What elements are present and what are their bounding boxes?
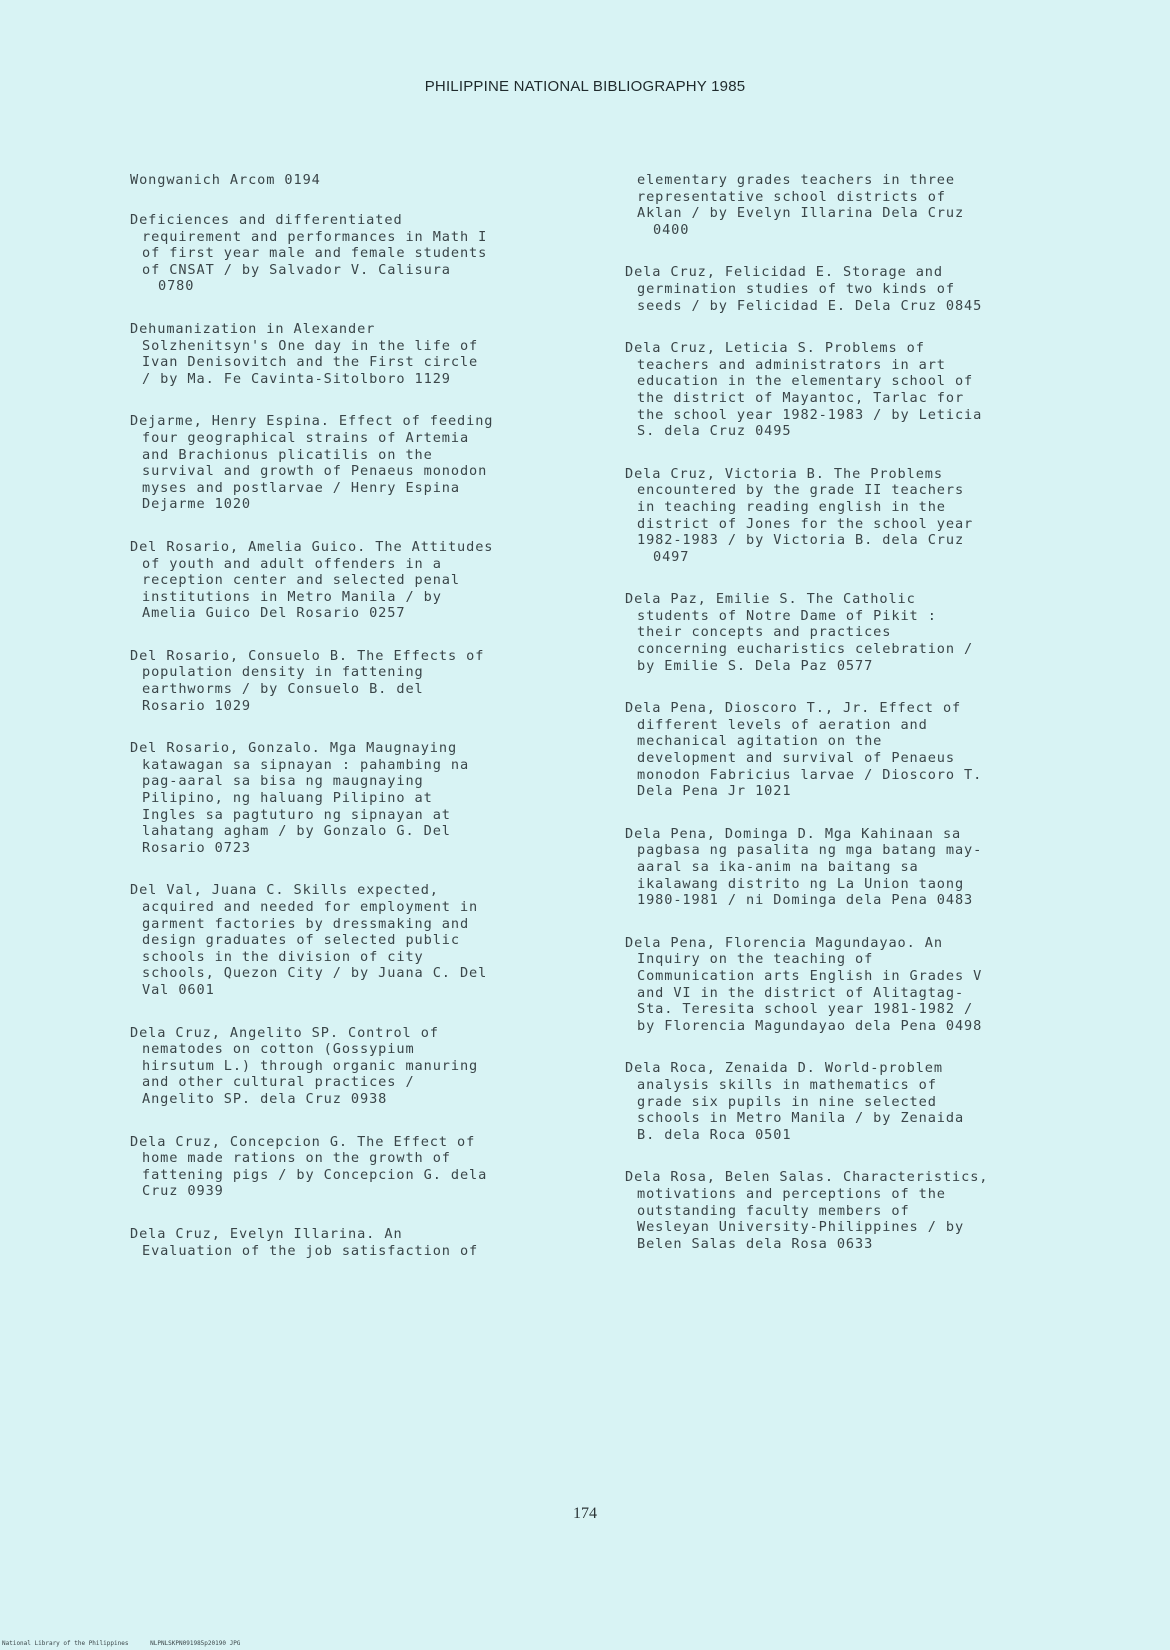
entry-line: four geographical strains of Artemia xyxy=(142,429,470,446)
entry-line: Dela Roca, Zenaida D. World-problem xyxy=(625,1060,943,1077)
entry-line: in teaching reading english in the xyxy=(637,498,946,515)
entry-line: nematodes on cotton (Gossypium xyxy=(142,1041,415,1058)
bibliography-entry xyxy=(130,321,600,387)
left-column xyxy=(130,172,600,1285)
entry-line: concerning eucharistics celebration / xyxy=(637,641,974,658)
entry-line: Dela Paz, Emilie S. The Catholic xyxy=(625,591,916,608)
entry-line: pag-aaral sa bisa ng maugnaying xyxy=(142,773,424,790)
entry-line: seeds / by Felicidad E. Dela Cruz 0845 xyxy=(637,297,983,314)
entry-line: monodon Fabricius larvae / Dioscoro T. xyxy=(637,766,983,783)
entry-line: Amelia Guico Del Rosario 0257 xyxy=(142,605,406,622)
bibliography-entry xyxy=(130,1134,600,1200)
entry-line: and other cultural practices / xyxy=(142,1074,415,1091)
entry-line: Dejarme, Henry Espina. Effect of feeding xyxy=(130,413,494,430)
entry-line: education in the elementary school of xyxy=(637,373,974,390)
entry-line: Dela Pena, Dioscoro T., Jr. Effect of xyxy=(625,700,962,717)
entry-line: the district of Mayantoc, Tarlac for xyxy=(637,389,965,406)
right-entries xyxy=(625,172,1095,1252)
entry-line: Del Rosario, Consuelo B. The Effects of xyxy=(130,647,485,664)
entry-line: schools in Metro Manila / by Zenaida xyxy=(637,1110,965,1127)
bibliography-entry xyxy=(130,1025,600,1108)
entry-line: institutions in Metro Manila / by xyxy=(142,588,442,605)
entry-line: Deficiences and differentiated xyxy=(130,212,403,228)
entry-line: Rosario 0723 xyxy=(142,839,252,856)
entry-line: 0497 xyxy=(653,548,690,565)
bibliography-entry xyxy=(625,264,1095,314)
entry-line: their concepts and practices xyxy=(637,624,892,641)
entry-line: grade six pupils in nine selected xyxy=(637,1093,937,1110)
entry-line: of first year male and female students xyxy=(142,245,488,262)
bibliography-entry xyxy=(130,882,600,998)
bibliography-entry xyxy=(130,539,600,622)
bibliography-entry xyxy=(625,466,1095,566)
entry-line: teachers and administrators in art xyxy=(637,356,946,373)
entry-line: Wesleyan University-Philippines / by xyxy=(637,1219,965,1236)
bibliography-entry xyxy=(130,740,600,856)
entry-line: and Brachionus plicatilis on the xyxy=(142,446,433,463)
entry-line: aaral sa ika-anim na baitang sa xyxy=(637,859,919,875)
scan-footer: National Library of the Philippines NLPNLSKPN091985p20190 JPG xyxy=(2,1640,241,1647)
entry-line: B. dela Roca 0501 xyxy=(637,1126,792,1143)
entry-line: outstanding faculty members of xyxy=(637,1202,910,1219)
bibliography-entry xyxy=(130,413,600,513)
bibliography-entry xyxy=(625,700,1095,800)
entry-line: Ivan Denisovitch and the First circle xyxy=(142,354,479,371)
entry-line: Dela Cruz, Leticia S. Problems of xyxy=(625,340,925,357)
entry-line: requirement and performances in Math I xyxy=(142,228,488,245)
entry-line: Communication arts English in Grades V xyxy=(637,967,983,984)
right-column xyxy=(625,172,1095,1278)
entry-line: Belen Salas dela Rosa 0633 xyxy=(637,1235,874,1252)
entry-line: garment factories by dressmaking and xyxy=(142,915,470,932)
entry-line: representative school districts of xyxy=(637,188,946,205)
entry-line: motivations and perceptions of the xyxy=(637,1185,946,1202)
entry-line: population density in fattening xyxy=(142,664,424,681)
entry-line: lahatang agham / by Gonzalo G. Del xyxy=(142,823,451,840)
lead-entry: Wongwanich Arcom 0194 xyxy=(130,172,321,188)
entry-line: germination studies of two kinds of xyxy=(637,280,955,297)
entry-line: Sta. Teresita school year 1981-1982 / xyxy=(637,1001,974,1018)
entry-line: of youth and adult offenders in a xyxy=(142,555,442,572)
entry-line: 0400 xyxy=(653,221,690,238)
bibliography-entry xyxy=(625,591,1095,674)
entry-line: survival and growth of Penaeus monodon xyxy=(142,463,488,480)
entry-line: schools, Quezon City / by Juana C. Del xyxy=(142,965,488,982)
bibliography-entry xyxy=(625,826,1095,909)
entry-line: elementary grades teachers in three xyxy=(637,172,955,188)
entry-line: S. dela Cruz 0495 xyxy=(637,423,792,440)
entry-line: Dela Pena Jr 1021 xyxy=(637,783,792,800)
bibliography-entry xyxy=(130,648,600,714)
entry-line: Evaluation of the job satisfaction of xyxy=(142,1242,479,1259)
entry-line: Dela Pena, Florencia Magundayao. An xyxy=(625,934,943,951)
page-header: PHILIPPINE NATIONAL BIBLIOGRAPHY 1985 xyxy=(424,78,746,95)
entry-line: acquired and needed for employment in xyxy=(142,899,479,915)
entry-line: / by Ma. Fe Cavinta-Sitolboro 1129 xyxy=(142,370,451,387)
entry-line: 0780 xyxy=(158,278,195,295)
entry-line: Dehumanization in Alexander xyxy=(130,320,376,337)
entry-line: home made rations on the growth of xyxy=(142,1150,451,1167)
entry-line: Rosario 1029 xyxy=(142,697,252,714)
bibliography-entry xyxy=(625,935,1095,1035)
bibliography-entry xyxy=(625,1060,1095,1143)
page-number: 174 xyxy=(573,1505,597,1522)
entry-line: district of Jones for the school year xyxy=(637,515,974,532)
entry-line: by Florencia Magundayao dela Pena 0498 xyxy=(637,1017,983,1034)
entry-line: Del Val, Juana C. Skills expected, xyxy=(130,882,439,899)
entry-line: by Emilie S. Dela Paz 0577 xyxy=(637,657,874,674)
entry-line: Dela Cruz, Concepcion G. The Effect of xyxy=(130,1133,476,1150)
left-entries xyxy=(130,212,600,1259)
entry-line: reception center and selected penal xyxy=(142,572,460,589)
entry-line: Ingles sa pagtuturo ng sipnayan at xyxy=(142,806,451,823)
entry-line: of CNSAT / by Salvador V. Calisura xyxy=(142,261,451,278)
entry-line: Cruz 0939 xyxy=(142,1183,224,1200)
entry-line: different levels of aeration and xyxy=(637,716,928,733)
entry-line: Dela Cruz, Victoria B. The Problems xyxy=(625,465,943,482)
entry-line: Dela Cruz, Angelito SP. Control of xyxy=(130,1024,439,1041)
entry-line: mechanical agitation on the xyxy=(637,733,883,750)
entry-line: students of Notre Dame of Pikit : xyxy=(637,607,937,624)
entry-line: schools in the division of city xyxy=(142,948,424,965)
entry-line: Aklan / by Evelyn Illarina Dela Cruz xyxy=(637,205,965,222)
entry-line: Dela Pena, Dominga D. Mga Kahinaan sa xyxy=(625,825,962,842)
entry-line: Dela Cruz, Felicidad E. Storage and xyxy=(625,264,943,281)
entry-line: 1982-1983 / by Victoria B. dela Cruz xyxy=(637,532,965,549)
entry-line: and VI in the district of Alitagtag- xyxy=(637,984,965,1001)
entry-line: Val 0601 xyxy=(142,981,215,998)
entry-line: 1980-1981 / ni Dominga dela Pena 0483 xyxy=(637,892,974,909)
entry-line: Dela Rosa, Belen Salas. Characteristics, xyxy=(625,1169,989,1186)
entry-line: fattening pigs / by Concepcion G. dela xyxy=(142,1166,488,1183)
bibliography-entry xyxy=(130,212,600,295)
bibliography-entry xyxy=(625,340,1095,440)
entry-line: the school year 1982-1983 / by Leticia xyxy=(637,406,983,423)
entry-line: Pilipino, ng haluang Pilipino at xyxy=(142,790,433,807)
bibliography-entry xyxy=(625,1169,1095,1252)
entry-line: hirsutum L.) through organic manuring xyxy=(142,1057,479,1074)
entry-line: Solzhenitsyn's One day in the life of xyxy=(142,337,479,354)
entry-line: katawagan sa sipnayan : pahambing na xyxy=(142,756,470,773)
entry-line: encountered by the grade II teachers xyxy=(637,482,965,499)
entry-line: design graduates of selected public xyxy=(142,932,460,949)
entry-line: development and survival of Penaeus xyxy=(637,750,955,767)
bibliography-entry xyxy=(130,1226,600,1259)
entry-line: Dela Cruz, Evelyn Illarina. An xyxy=(130,1225,403,1242)
entry-line: Angelito SP. dela Cruz 0938 xyxy=(142,1090,388,1107)
entry-line: analysis skills in mathematics of xyxy=(637,1076,937,1093)
entry-line: Del Rosario, Amelia Guico. The Attitudes xyxy=(130,538,494,555)
entry-line: Dejarme 1020 xyxy=(142,496,252,513)
entry-line: Del Rosario, Gonzalo. Mga Maugnaying xyxy=(130,740,458,757)
entry-line: Inquiry on the teaching of xyxy=(637,951,874,968)
entry-line: earthworms / by Consuelo B. del xyxy=(142,681,424,698)
entry-line: ikalawang distrito ng La Union taong xyxy=(637,875,965,892)
bibliography-entry xyxy=(625,172,1095,238)
entry-line: myses and postlarvae / Henry Espina xyxy=(142,479,460,496)
entry-line: pagbasa ng pasalita ng mga batang may- xyxy=(637,842,983,859)
